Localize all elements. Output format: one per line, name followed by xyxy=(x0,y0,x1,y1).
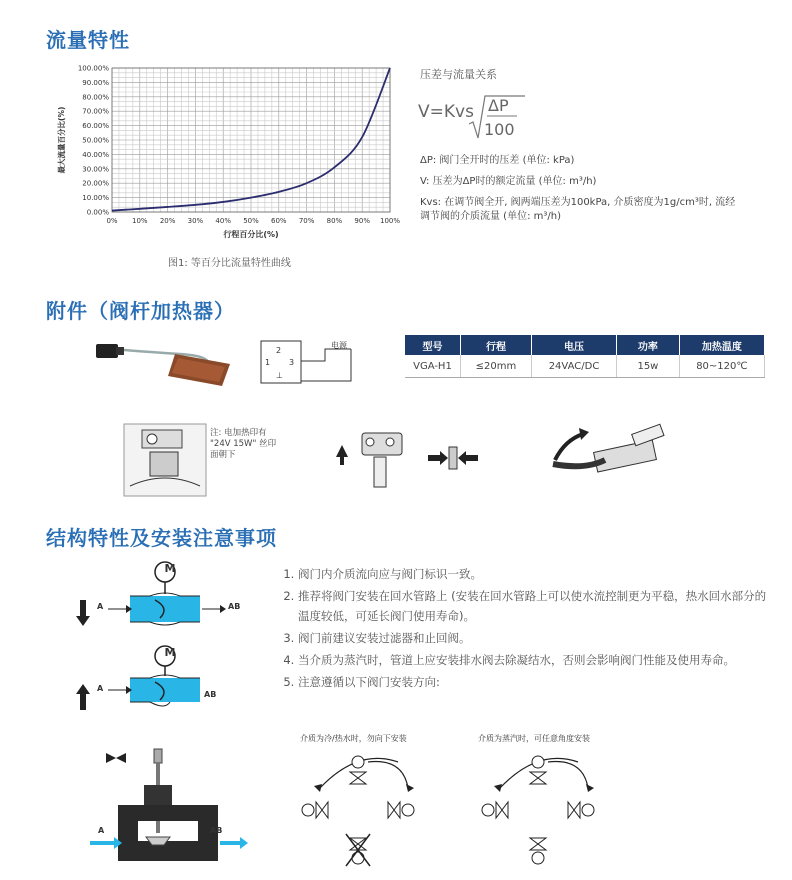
heater-note xyxy=(210,428,276,461)
x-tick-label: 60% xyxy=(271,217,287,225)
table-cell-temp: 80~120℃ xyxy=(679,355,764,378)
x-tick-label: 0% xyxy=(106,217,118,225)
table-header-voltage: 电压 xyxy=(532,335,617,355)
section-title-accessory: 附件（阀杆加热器） xyxy=(46,299,235,323)
install-orientation-water xyxy=(298,748,438,873)
install-caption-steam: 介质为蒸汽时，可任意角度安装 xyxy=(478,734,590,743)
install-notes-list xyxy=(284,564,768,694)
heater-note-line2: "24V 15W" 丝印 xyxy=(210,439,277,449)
formula-def-kvs: Kvs: 在调节阀全开, 阀两端压差为100kPa, 介质密度为1g/cm³时, 流经 xyxy=(420,197,736,208)
y-tick-label: 30.00% xyxy=(82,165,109,174)
x-tick-label: 30% xyxy=(187,217,204,225)
motor-label-2: M xyxy=(164,646,176,659)
heater-clip-illustration xyxy=(545,420,675,495)
list-item: 4. 当介质为蒸汽时，管道上应安装排水阀去除凝结水，否则会影响阀门性能及使用寿命。 xyxy=(298,650,768,670)
up-arrow-icon-2 xyxy=(76,684,90,710)
svg-text:3: 3 xyxy=(289,358,295,367)
x-tick-label: 80% xyxy=(326,217,343,225)
table-cell-voltage: 24VAC/DC xyxy=(532,355,617,378)
section-title-structure: 结构特性及安装注意事项 xyxy=(46,526,277,550)
y-tick-label: 70.00% xyxy=(82,107,109,116)
list-item: 5. 注意遵循以下阀门安装方向: xyxy=(298,672,768,692)
install-caption-water: 介质为冷/热水时，勿向下安装 xyxy=(300,734,407,743)
wiring-label-power: 电源 xyxy=(331,341,347,350)
formula-denominator: 100 xyxy=(484,120,515,139)
y-axis-label: 最大流量百分比(%) xyxy=(57,106,66,174)
port-ab-label-2: AB xyxy=(204,690,217,699)
formula-numerator: ΔP xyxy=(488,96,509,115)
formula-lhs: V=Kvs xyxy=(418,102,474,122)
svg-text:1: 1 xyxy=(265,358,271,367)
curved-arrow-icon xyxy=(579,428,589,440)
up-arrow-icon xyxy=(336,445,348,465)
y-tick-label: 60.00% xyxy=(82,122,109,131)
table-cell-power: 15w xyxy=(617,355,680,378)
y-tick-label: 40.00% xyxy=(82,150,109,159)
svg-text:⊥: ⊥ xyxy=(276,371,283,380)
port-a-label-2: A xyxy=(97,684,104,693)
port-a-label-3: A xyxy=(98,826,105,835)
table-header-power: 功率 xyxy=(617,335,680,355)
formula-def-kvs-cont: 调节阀的介质流量 (单位: m³/h) xyxy=(420,211,561,222)
y-tick-label: 100.00% xyxy=(77,64,109,73)
y-tick-label: 90.00% xyxy=(82,78,109,87)
stem-heater-photo xyxy=(90,330,240,390)
svg-text:2: 2 xyxy=(276,346,282,355)
list-item: 3. 阀门前建议安装过滤器和止回阀。 xyxy=(298,628,768,648)
list-item: 1. 阀门内介质流向应与阀门标识一致。 xyxy=(298,564,768,584)
heater-note-line3: 面朝下 xyxy=(210,450,236,460)
heater-insert-illustration xyxy=(330,425,480,495)
y-tick-label: 10.00% xyxy=(82,194,109,203)
formula-def-v: V: 压差为ΔP时的额定流量 (单位: m³/h) xyxy=(420,176,597,187)
formula-def-dp: ΔP: 阀门全开时的压差 (单位: kPa) xyxy=(420,155,575,166)
down-arrow-icon xyxy=(76,600,90,626)
table-cell-model: VGA-H1 xyxy=(405,355,460,378)
wiring-diagram xyxy=(255,335,365,390)
y-tick-label: 80.00% xyxy=(82,93,109,102)
x-axis-label: 行程百分比(%) xyxy=(223,230,279,239)
table-header-model: 型号 xyxy=(405,335,460,355)
x-tick-label: 40% xyxy=(215,217,231,225)
x-tick-label: 90% xyxy=(354,217,370,225)
right-arrow-icon xyxy=(428,451,448,465)
port-ab-label-1: AB xyxy=(228,602,241,611)
heater-spec-table xyxy=(405,335,765,378)
table-cell-stroke: ≤20mm xyxy=(460,355,531,378)
y-tick-label: 50.00% xyxy=(82,136,109,145)
left-arrow-icon xyxy=(458,451,478,465)
y-tick-label: 0.00% xyxy=(86,208,109,217)
port-a-label-1: A xyxy=(97,602,104,611)
x-tick-label: 70% xyxy=(298,217,315,225)
x-tick-label: 50% xyxy=(243,217,259,225)
heater-mount-illustration xyxy=(120,420,210,500)
table-row xyxy=(405,355,765,378)
list-item: 2. 推荐将阀门安装在回水管路上 (安装在回水管路上可以使水流控制更为平稳，热水回水部分的温度较低，可延长阀门使用寿命)。 xyxy=(298,586,768,626)
table-header-row xyxy=(405,335,765,355)
install-orientation-steam xyxy=(478,748,618,873)
table-header-temp: 加热温度 xyxy=(679,335,764,355)
chart-caption: 图1: 等百分比流量特性曲线 xyxy=(168,258,291,269)
valve-cross-section xyxy=(90,745,250,875)
x-tick-label: 100% xyxy=(379,217,401,225)
heater-note-line1: 注: 电加热印有 xyxy=(210,428,267,438)
motor-label-1: M xyxy=(164,562,176,575)
x-tick-label: 20% xyxy=(159,217,176,225)
flow-characteristic-chart xyxy=(40,60,410,270)
section-title-flow: 流量特性 xyxy=(46,28,130,52)
formula-heading: 压差与流量关系 xyxy=(420,68,497,81)
valve-flow-diagram xyxy=(70,560,250,720)
port-ab-label-3: AB xyxy=(210,826,223,835)
table-header-stroke: 行程 xyxy=(460,335,531,355)
x-tick-label: 10% xyxy=(132,217,148,225)
y-tick-label: 20.00% xyxy=(82,179,109,188)
